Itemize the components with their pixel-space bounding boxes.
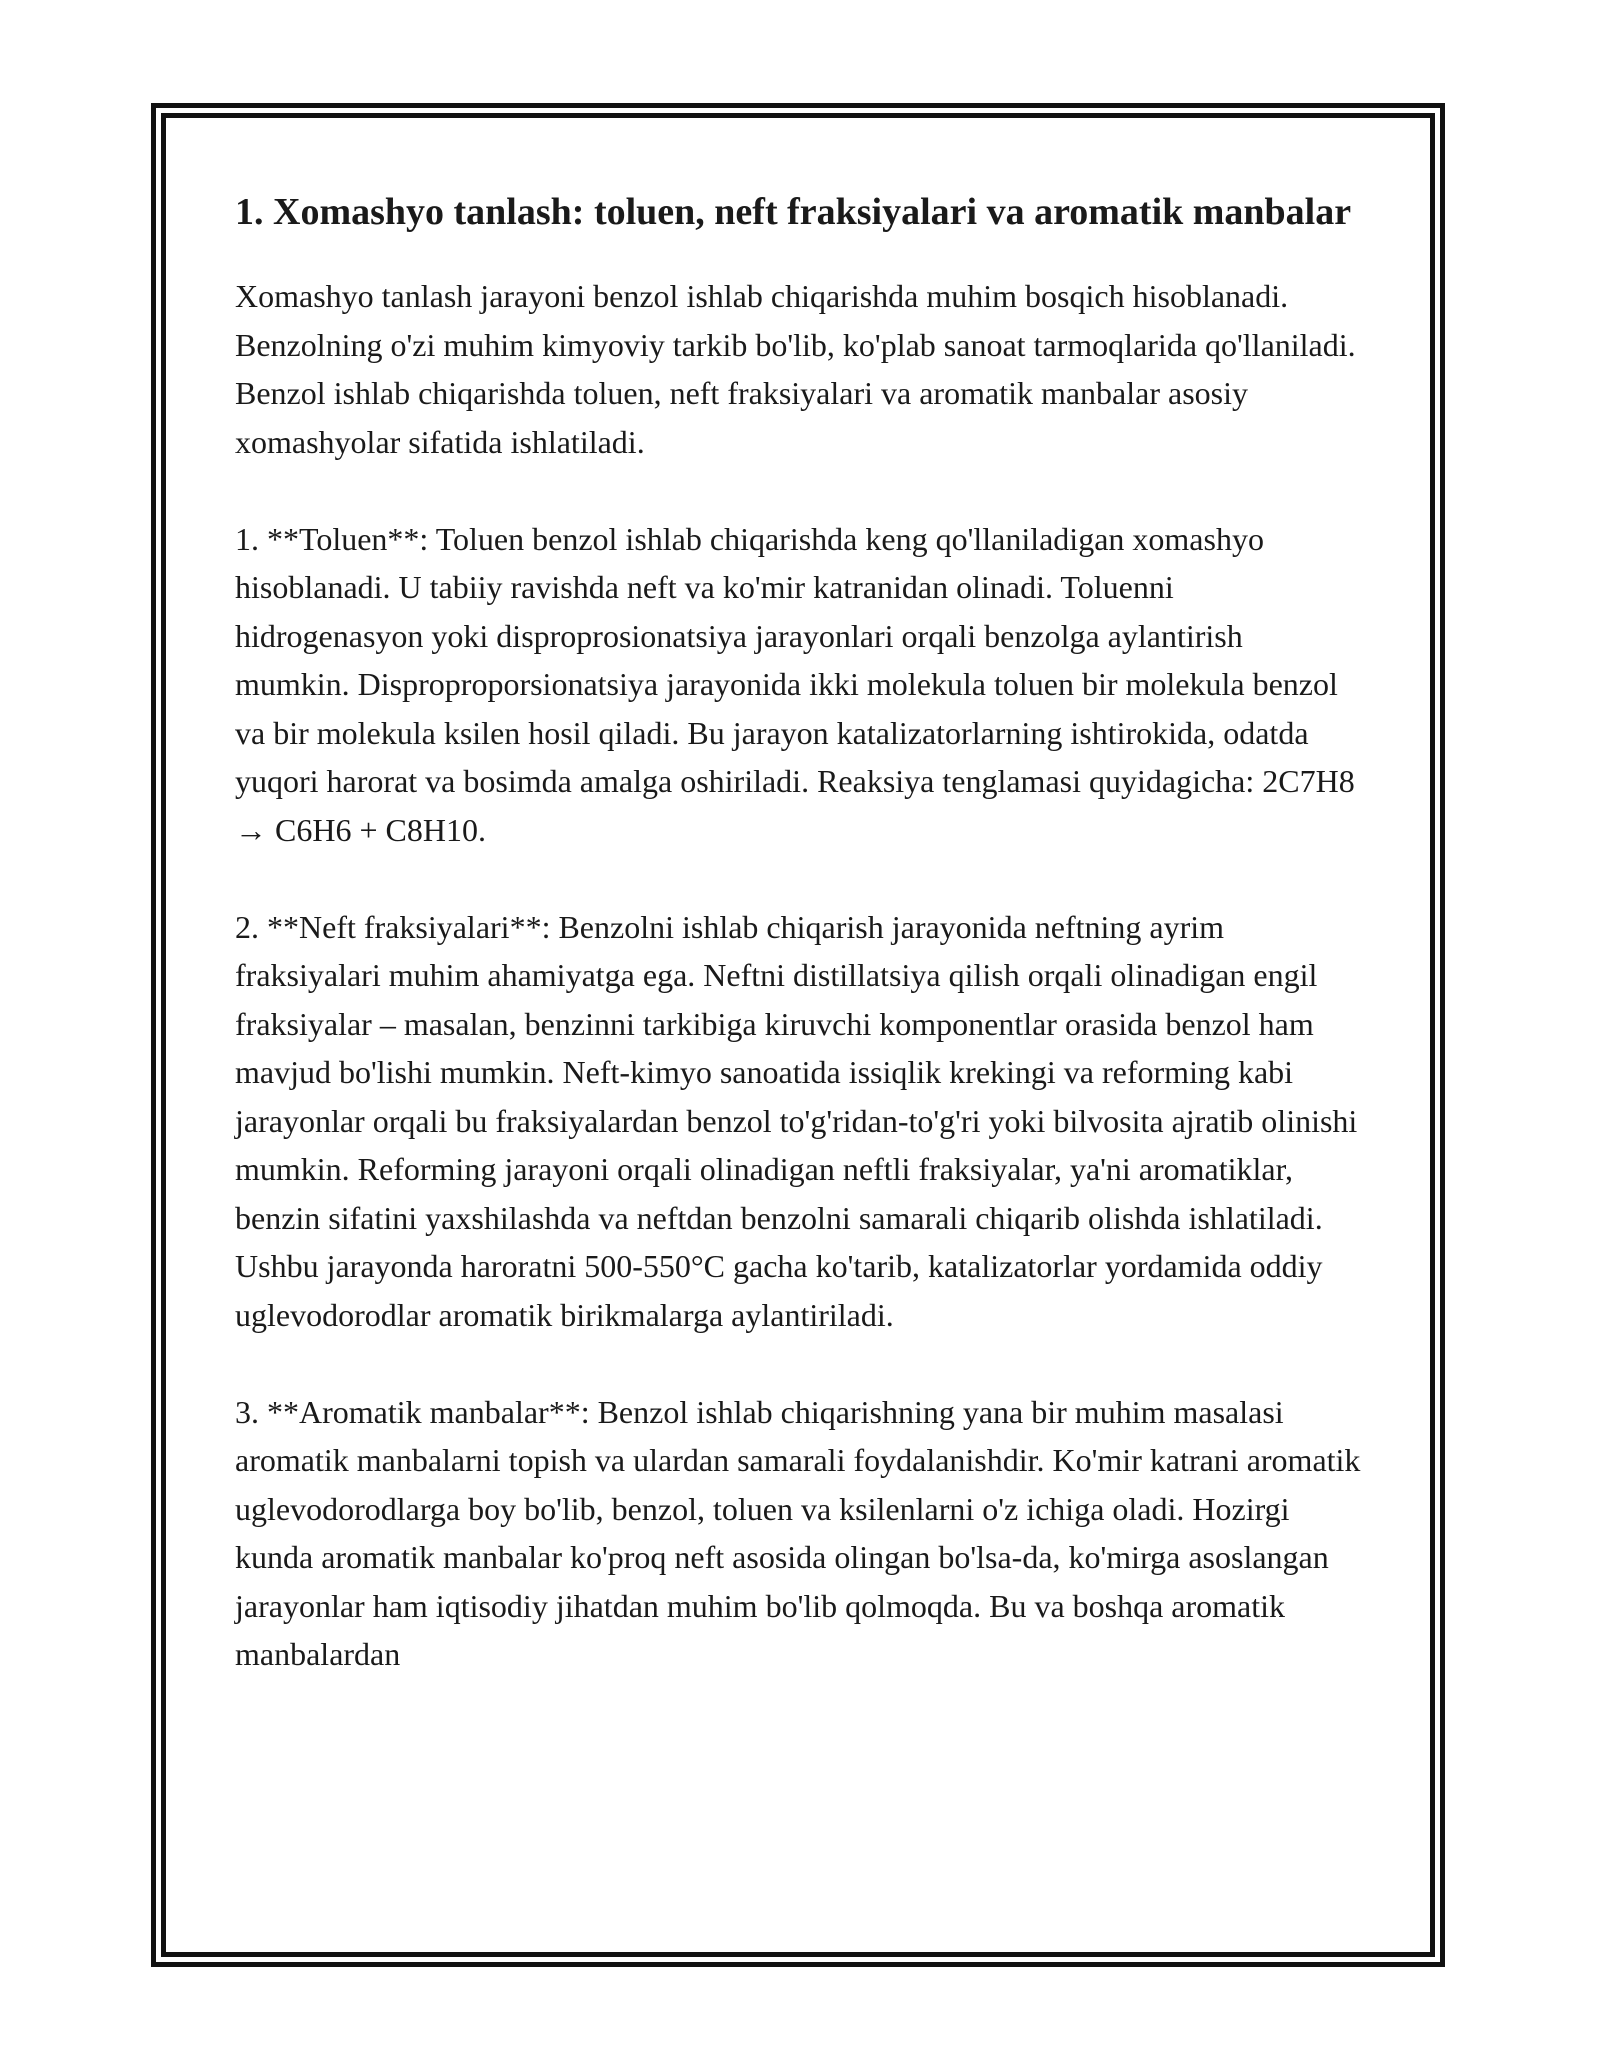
paragraph-spacer <box>235 1339 1365 1388</box>
document-body <box>235 185 1365 1679</box>
paragraph-spacer <box>235 466 1365 515</box>
section-heading: 1. Xomashyo tanlash: toluen, neft fraksiyalari va aromatik manbalar <box>235 191 1352 233</box>
aromatik-manbalar-paragraph: 3. **Aromatik manbalar**: Benzol ishlab chiqarishning yana bir muhim masalasi aromatik manbalarni topish va ulardan samarali foydalanishdir. Ko'mir katrani aromatik uglevodorodlarga boy bo'lib, benzol, toluen va ksilenlarni o'z ichiga oladi. Hozirgi kunda aromatik manbalar ko'proq neft asosida olingan bo'lsa-da, ko'mirga asoslangan jarayonlar ham iqtisodiy jihatdan muhim bo'lib qolmoqda. Bu va boshqa aromatik manbalardan <box>235 1393 1361 1672</box>
neft-fraksiyalari-paragraph: 2. **Neft fraksiyalari**: Benzolni ishlab chiqarish jarayonida neftning ayrim fraksiyalari muhim ahamiyatga ega. Neftni distillatsiya qilish orqali olinadigan engil fraksiyalar – masalan, benzinni tarkibiga kiruvchi komponentlar orasida benzol ham mavjud bo'lishi mumkin. Neft-kimyo sanoatida issiqlik krekingi va reforming kabi jarayonlar orqali bu fraksiyalardan benzol to'g'ridan-to'g'ri yoki bilvosita ajratib olinishi mumkin. Reforming jarayoni orqali olinadigan neftli fraksiyalar, ya'ni aromatiklar, benzin sifatini yaxshilashda va neftdan benzolni samarali chiqarib olishda ishlatiladi. Ushbu jarayonda haroratni 500-550°C gacha ko'tarib, katalizatorlar yordamida oddiy uglevodorodlar aromatik birikmalarga aylantiriladi. <box>235 908 1358 1333</box>
paragraph-spacer <box>235 854 1365 903</box>
toluen-paragraph: 1. **Toluen**: Toluen benzol ishlab chiqarishda keng qo'llaniladigan xomashyo hisoblanadi. U tabiiy ravishda neft va ko'mir katranidan olinadi. Toluenni hidrogenasyon yoki disproprosionatsiya jarayonlari orqali benzolga aylantirish mumkin. Disproproporsionatsiya jarayonida ikki molekula toluen bir molekula benzol va bir molekula ksilen hosil qiladi. Bu jarayon katalizatorlarning ishtirokida, odatda yuqori harorat va bosimda amalga oshiriladi. Reaksiya tenglamasi quyidagicha: 2C7H8 → C6H6 + C8H10. <box>235 520 1355 848</box>
intro-paragraph: Xomashyo tanlash jarayoni benzol ishlab chiqarishda muhim bosqich hisoblanadi. Benzolning o'zi muhim kimyoviy tarkib bo'lib, ko'plab sanoat tarmoqlarida qo'llaniladi. Benzol ishlab chiqarishda toluen, neft fraksiyalari va aromatik manbalar asosiy xomashyolar sifatida ishlatiladi. <box>235 278 1356 460</box>
